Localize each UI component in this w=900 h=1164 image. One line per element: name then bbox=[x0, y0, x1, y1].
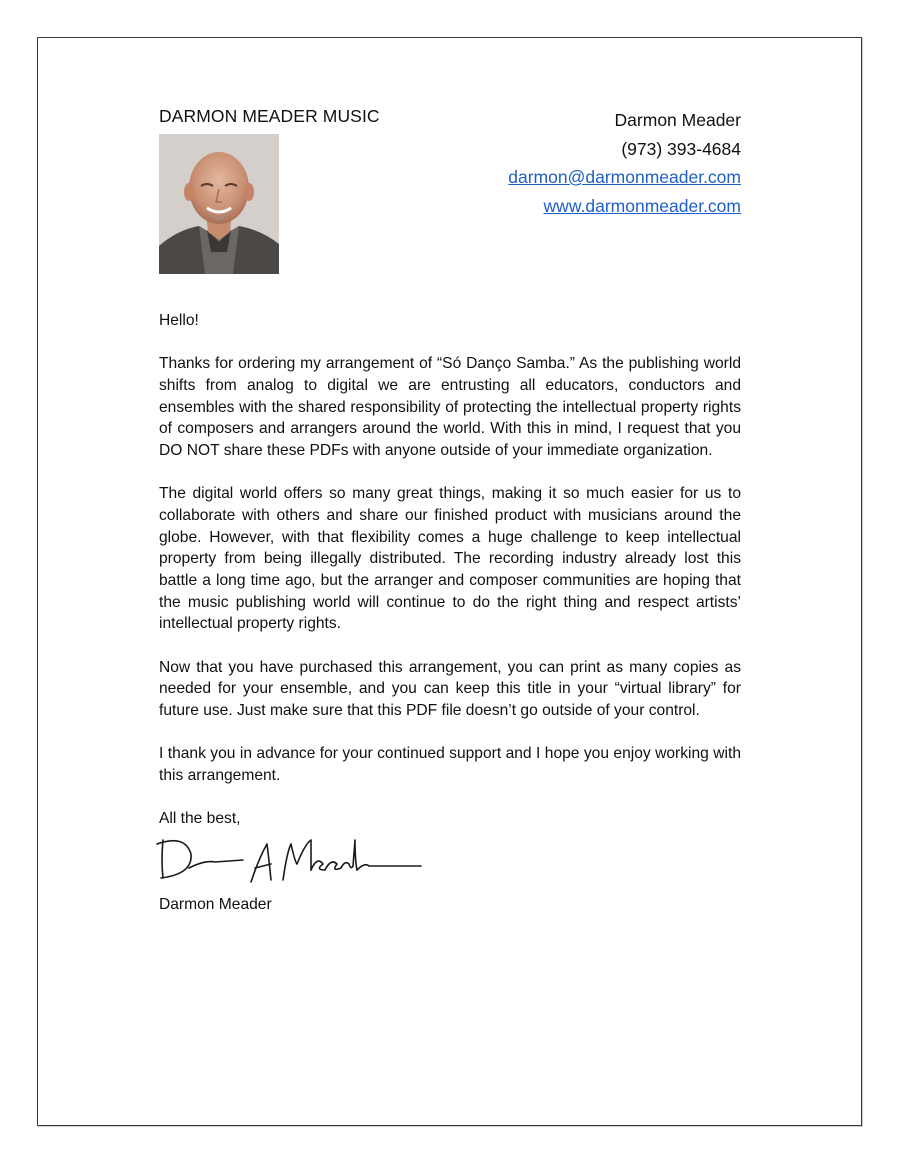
email-link[interactable]: darmon@darmonmeader.com bbox=[508, 167, 741, 187]
paragraph-3: Now that you have purchased this arrangement, you can print as many copies as needed for your ensemble, and you can keep this title in your “virtual library” for future use. Just make sure that this PDF file doesn’t go outside of your control. bbox=[159, 658, 741, 720]
contact-phone: (973) 393-4684 bbox=[621, 138, 741, 159]
signer-name: Darmon Meader bbox=[159, 895, 272, 913]
letter-body bbox=[159, 310, 741, 916]
paragraph-4: I thank you in advance for your continued support and I hope you enjoy working with this arrangement. bbox=[159, 745, 741, 784]
signature-icon bbox=[155, 830, 425, 886]
website-link[interactable]: www.darmonmeader.com bbox=[543, 195, 741, 216]
company-name: DARMON MEADER MUSIC bbox=[159, 106, 380, 126]
greeting: Hello! bbox=[159, 312, 199, 329]
portrait-photo-icon bbox=[159, 134, 279, 274]
letter bbox=[159, 104, 741, 937]
paragraph-1: Thanks for ordering my arrangement of “Só Danço Samba.” As the publishing world shifts from analog to digital we are entrusting all educators, conductors and ensembles with the shared responsibility of protecting the intellectual property rights of composers and arrangers around the world. With this in mind, I request that you DO NOT share these PDFs with anyone outside of your immediate organization. bbox=[159, 355, 741, 460]
closing: All the best, bbox=[159, 810, 241, 828]
letterhead bbox=[159, 104, 741, 284]
contact-name: Darmon Meader bbox=[614, 110, 741, 130]
paragraph-2: The digital world offers so many great things, making it so much easier for us to collaborate with others and share our finished product with musicians around the globe. However, with that flexibility comes a huge challenge to keep intellectual property from being illegally distributed. The recording industry already lost this battle a long time ago, but the arranger and composer communities are hoping that the music publishing world will continue to do the right thing and respect artists’ intellectual property rights. bbox=[159, 485, 741, 633]
contact-block bbox=[508, 106, 741, 220]
